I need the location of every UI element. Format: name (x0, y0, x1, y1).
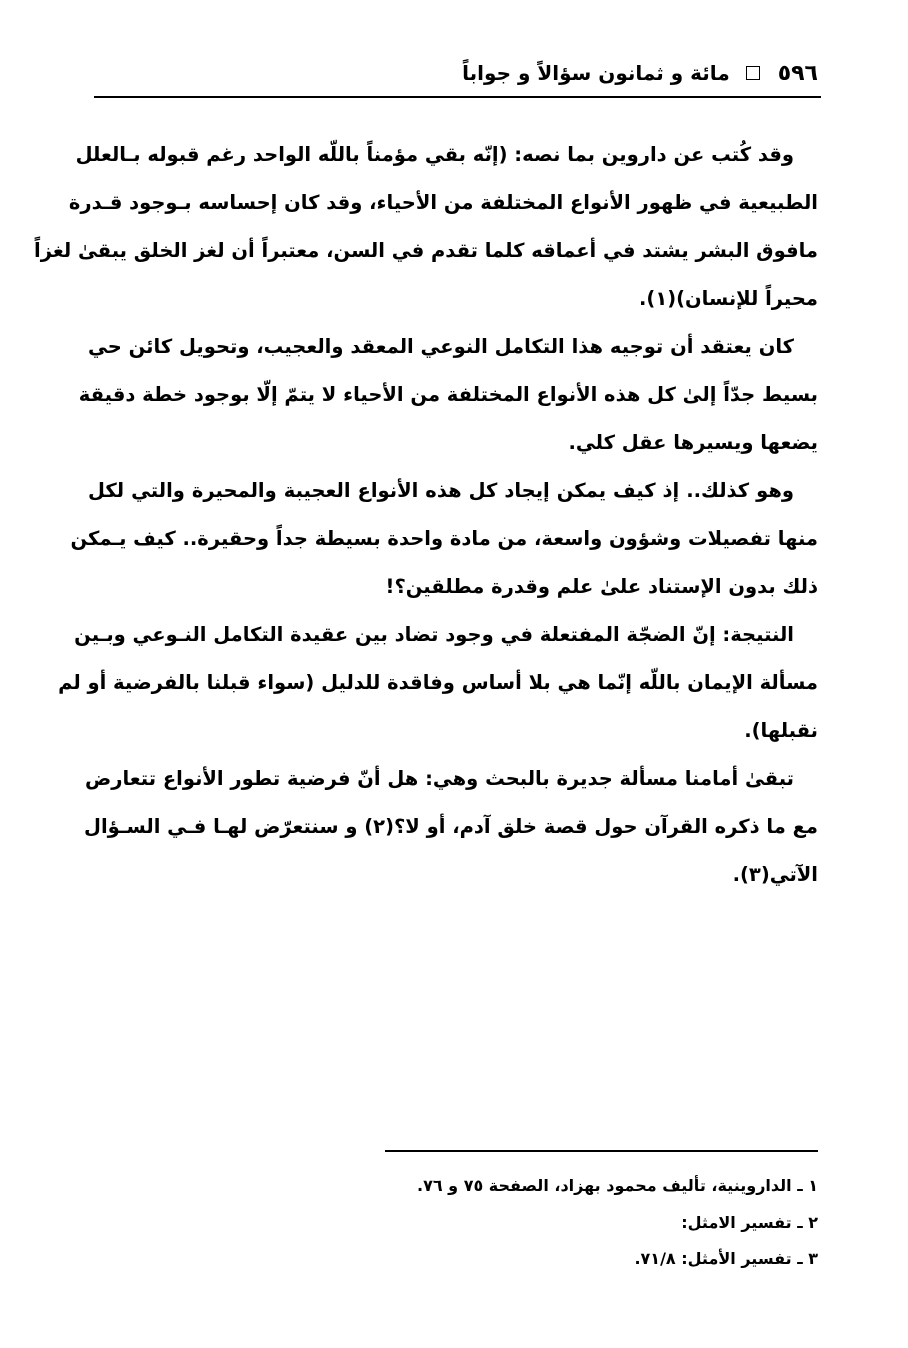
text-line-content: محيراً للإنسان)(١). (638, 287, 818, 310)
text-line: مع ما ذكره القرآن حول قصة خلق آدم، أو لا؟(٢) و سنتعرّض لهـا فـي السـؤال (84, 815, 818, 838)
text-line (88, 707, 818, 755)
text-line: مافوق البشر يشتد في أعماقه كلما تقدم في السن، معتبراً أن لغز الخلق يبقىٰ لغزاً (34, 239, 818, 262)
footnote: ١ ـ الداروينية، تأليف محمود بهزاد، الصفحة ٧٥ و ٧٦. (416, 1176, 818, 1195)
text-line: النتيجة: إنّ الضجّة المفتعلة في وجود تضاد بين عقيدة التكامل النـوعي وبـين (74, 623, 794, 646)
footnote: ٢ ـ تفسير الامثل: (681, 1212, 818, 1232)
text-line: بسيط جدّاً إلىٰ كل هذه الأنواع المختلفة من الأحياء لا يتمّ إلّا بوجود خطة دقيقة (78, 383, 818, 406)
paragraph (58, 611, 818, 755)
footnote-rule (385, 1150, 818, 1152)
text-line (88, 851, 818, 899)
text-line: الطبيعية في ظهور الأنواع المختلفة من الأحياء، وقد كان إحساسه بـوجود قـدرة (68, 191, 818, 214)
body-text (34, 131, 818, 899)
paragraph (34, 131, 818, 323)
running-header (88, 56, 818, 90)
text-line (88, 275, 818, 323)
text-line: مسألة الإيمان باللّه إنّما هي بلا أساس وفاقدة للدليل (سواء قبلنا بالفرضية أو لم (58, 671, 818, 694)
text-line: وقد كُتب عن داروين بما نصه: (إنّه بقي مؤمناً باللّه الواحد رغم قبوله بـالعلل (75, 143, 794, 166)
footnote: ٣ ـ تفسير الأمثل: ٧١/٨. (634, 1249, 818, 1268)
paragraph (84, 755, 818, 899)
book-title: مائة و ثمانون سؤالاً و جواباً (462, 61, 730, 85)
square-separator-icon (746, 66, 760, 80)
text-line: وهو كذلك.. إذ كيف يمكن إيجاد كل هذه الأنواع العجيبة والمحيرة والتي لكل (88, 479, 794, 502)
footnotes (300, 1168, 818, 1278)
text-line-content: يضعها ويسيرها عقل كلي. (568, 431, 818, 454)
text-line-content: نقبلها). (744, 719, 818, 742)
page-number: ٥٩٦ (777, 60, 818, 86)
text-line (88, 419, 818, 467)
paragraph (70, 467, 818, 611)
text-line: كان يعتقد أن توجيه هذا التكامل النوعي المعقد والعجيب، وتحويل كائن حي (88, 335, 794, 358)
text-line: منها تفصيلات وشؤون واسعة، من مادة واحدة بسيطة جداً وحقيرة.. كيف يـمكن (70, 527, 818, 550)
text-line: تبقىٰ أمامنا مسألة جديرة بالبحث وهي: هل أنّ فرضية تطور الأنواع تتعارض (85, 767, 794, 790)
header-rule (94, 96, 821, 98)
text-line-content: الآتي(٣). (732, 863, 818, 886)
text-line (88, 563, 818, 611)
text-line-content: ذلك بدون الإستناد علىٰ علم وقدرة مطلقين؟! (385, 575, 818, 598)
paragraph (78, 323, 818, 467)
